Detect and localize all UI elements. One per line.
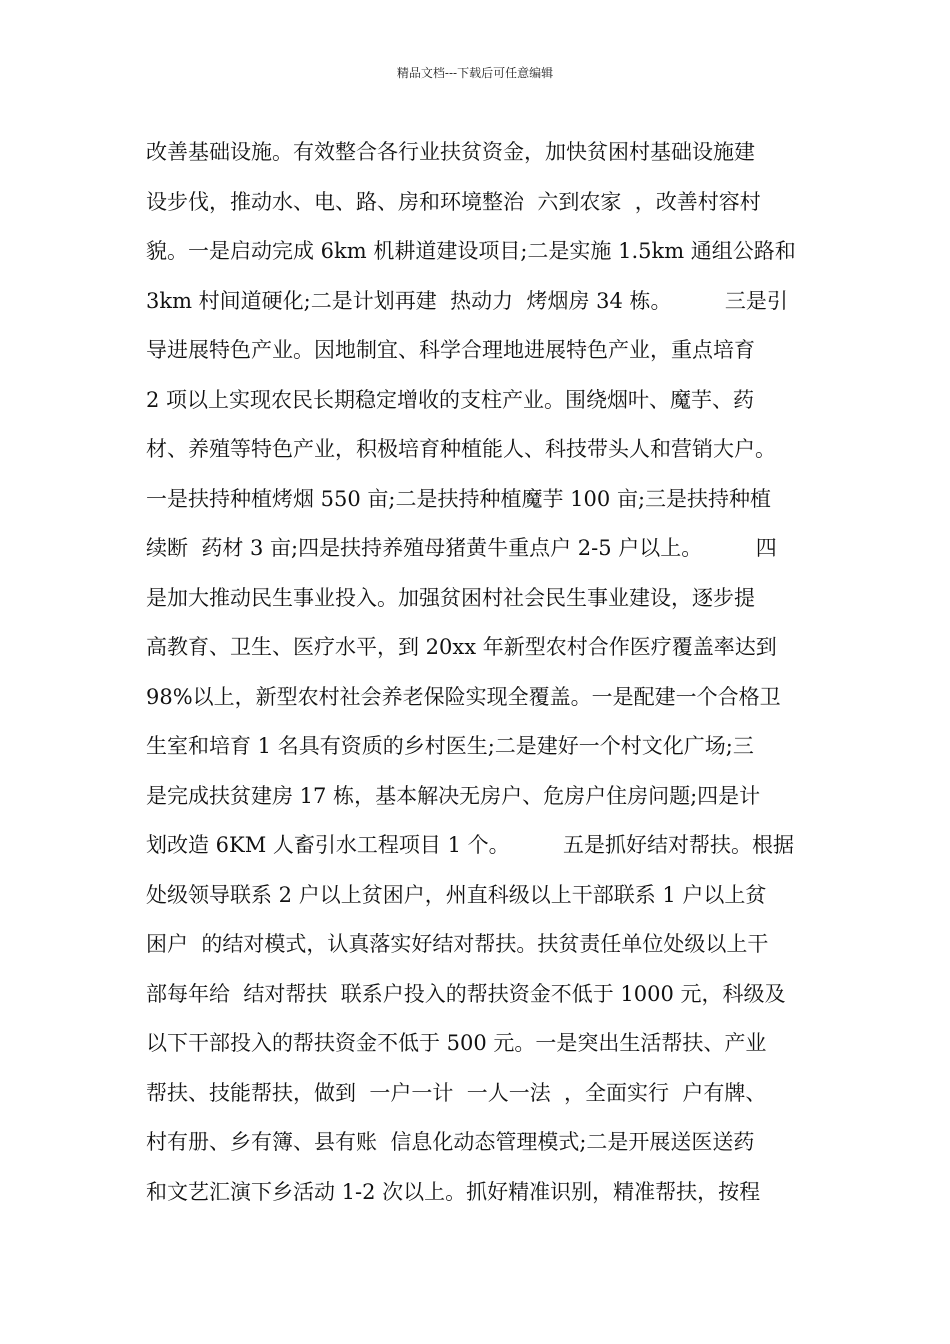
text-line: 98%以上，新型农村社会养老保险实现全覆盖。一是配建一个合格卫 xyxy=(146,684,781,709)
document-body xyxy=(146,130,836,1219)
text-line: 以下干部投入的帮扶资金不低于 500 元。一是突出生活帮扶、产业 xyxy=(146,1031,767,1055)
text-line: 是加大推动民生事业投入。加强贫困村社会民生事业建设，逐步提 xyxy=(146,585,755,610)
text-line: 高教育、卫生、医疗水平，到 20xx 年新型农村合作医疗覆盖率达到 xyxy=(146,635,777,659)
text-line: 是完成扶贫建房 17 栋，基本解决无房户、危房户住房问题;四是计 xyxy=(146,783,761,808)
text-line: 设步伐，推动水、电、路、房和环境整治 六到农家 ，改善村容村 xyxy=(146,189,761,214)
text-line: 貌。一是启动完成 6km 机耕道建设项目;二是实施 1.5km 通组公路和 xyxy=(146,239,796,263)
text-line: 续断 药材 3 亩;四是扶持养殖母猪黄牛重点户 2-5 户以上。 四 xyxy=(146,536,777,560)
text-line: 3km 村间道硬化;二是计划再建 热动力 烤烟房 34 栋。 三是引 xyxy=(146,288,788,313)
text-line: 处级领导联系 2 户以上贫困户，州直科级以上干部联系 1 户以上贫 xyxy=(146,882,767,907)
text-line: 和文艺汇演下乡活动 1-2 次以上。抓好精准识别，精准帮扶，按程 xyxy=(146,1179,761,1204)
text-line: 生室和培育 1 名具有资质的乡村医生;二是建好一个村文化广场;三 xyxy=(146,734,754,758)
text-line: 材、养殖等特色产业，积极培育种植能人、科技带头人和营销大户。 xyxy=(146,437,776,461)
text-line: 改善基础设施。有效整合各行业扶贫资金，加快贫困村基础设施建 xyxy=(146,140,755,164)
text-line: 部每年给 结对帮扶 联系户投入的帮扶资金不低于 1000 元，科级及 xyxy=(146,981,786,1006)
text-line: 一是扶持种植烤烟 550 亩;二是扶持种植魔芋 100 亩;三是扶持种植 xyxy=(146,486,772,511)
text-line: 划改造 6KM 人畜引水工程项目 1 个。 五是抓好结对帮扶。根据 xyxy=(146,833,795,857)
text-line: 村有册、乡有簿、县有账 信息化动态管理模式;二是开展送医送药 xyxy=(146,1130,755,1154)
text-line: 困户 的结对模式，认真落实好结对帮扶。扶贫责任单位处级以上干 xyxy=(146,932,769,956)
text-line: 导进展特色产业。因地制宜、科学合理地进展特色产业，重点培育 xyxy=(146,338,755,362)
page-header: 精品文档---下载后可任意编辑 xyxy=(396,66,554,80)
text-line: 2 项以上实现农民长期稳定增收的支柱产业。围绕烟叶、魔芋、药 xyxy=(146,387,755,412)
text-line: 帮扶、技能帮扶，做到 一户一计 一人一法 ，全面实行 户有牌、 xyxy=(146,1080,767,1105)
